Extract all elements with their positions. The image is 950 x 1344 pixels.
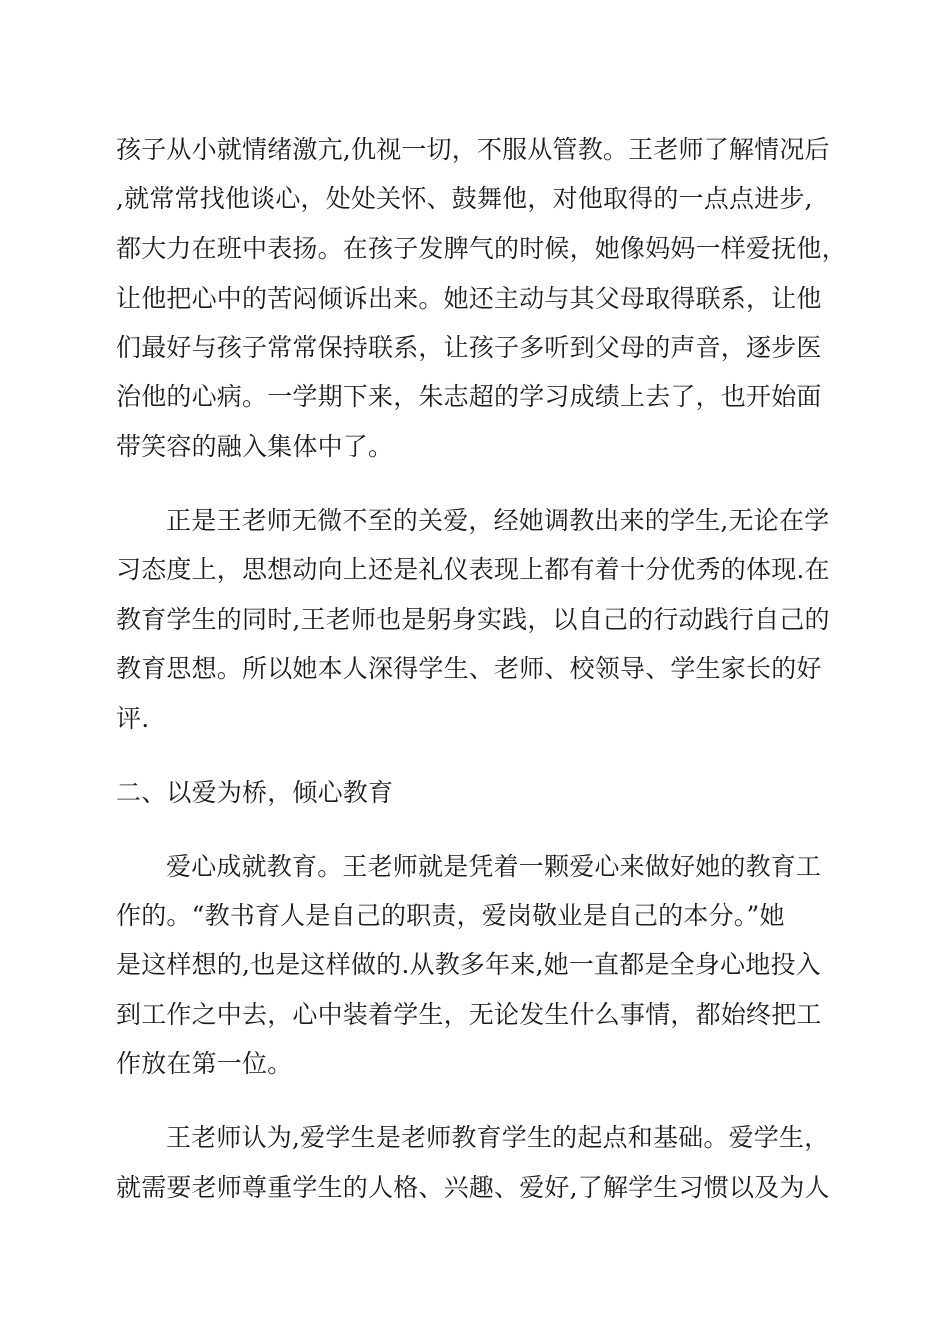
text-line: 到工作之中去，心中装着学生，无论发生什么事情，都始终把工 bbox=[116, 1000, 822, 1029]
text-line: 治他的心病。一学期下来，朱志超的学习成绩上去了，也开始面 bbox=[116, 382, 822, 411]
text-line: 孩子从小就情绪激亢,仇视一切，不服从管教。王老师了解情况后 bbox=[116, 135, 830, 164]
text-line: 作的。“教书育人是自己的职责，爱岗敬业是自己的本分。”她 bbox=[116, 901, 785, 930]
text-line: 教育学生的同时,王老师也是躬身实践，以自己的行动践行自己的 bbox=[116, 605, 830, 634]
text-line: 爱心成就教育。王老师就是凭着一颗爱心来做好她的教育工 bbox=[166, 852, 822, 881]
text-line: ,就常常找他谈心，处处关怀、鼓舞他，对他取得的一点点进步, bbox=[116, 184, 813, 213]
text-line: 带笑容的融入集体中了。 bbox=[116, 432, 394, 461]
text-line: 习态度上，思想动向上还是礼仪表现上都有着十分优秀的体现.在 bbox=[116, 555, 830, 584]
text-line: 王老师认为,爱学生是老师教育学生的起点和基础。爱学生， bbox=[166, 1123, 830, 1152]
text-line: 让他把心中的苦闷倾诉出来。她还主动与其父母取得联系，让他 bbox=[116, 284, 822, 313]
text-line: 就需要老师尊重学生的人格、兴趣、爱好,了解学生习惯以及为人 bbox=[116, 1173, 830, 1202]
text-line: 们最好与孩子常常保持联系，让孩子多听到父母的声音，逐步医 bbox=[116, 333, 822, 362]
text-line: 作放在第一位。 bbox=[116, 1049, 293, 1078]
section-heading: 二、以爱为桥，倾心教育 bbox=[116, 778, 394, 807]
text-line: 正是王老师无微不至的关爱，经她调教出来的学生,无论在学 bbox=[166, 506, 830, 535]
text-line: 是这样想的,也是这样做的.从教多年来,她一直都是全身心地投入 bbox=[116, 950, 821, 979]
text-line: 教育思想。所以她本人深得学生、老师、校领导、学生家长的好 bbox=[116, 654, 822, 683]
text-line: 评. bbox=[116, 704, 150, 733]
text-line: 都大力在班中表扬。在孩子发脾气的时候，她像妈妈一样爱抚他， bbox=[116, 234, 847, 263]
